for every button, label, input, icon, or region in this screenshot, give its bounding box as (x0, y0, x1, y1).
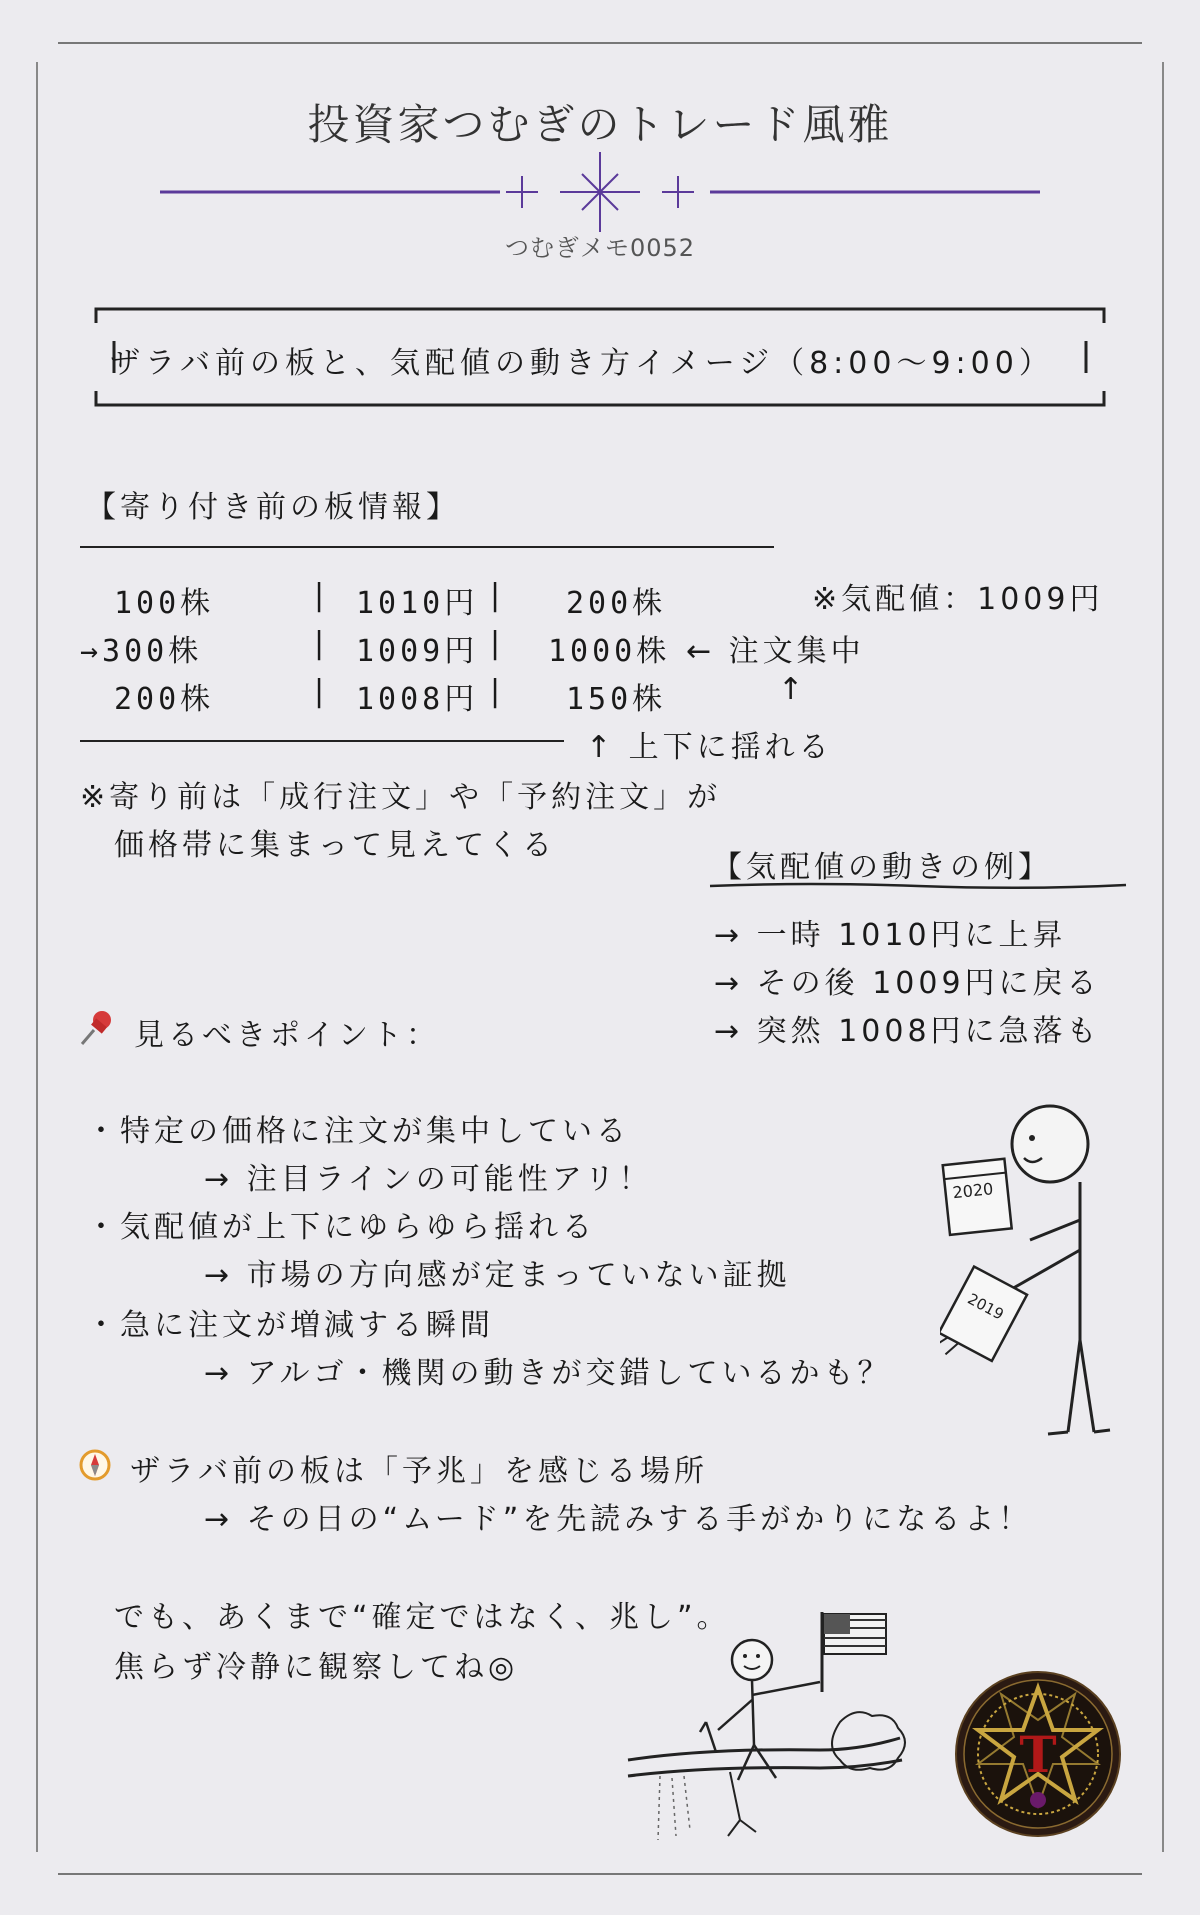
calendar-icon-old (940, 1262, 1027, 1375)
board-separator: | (314, 578, 329, 613)
board-bottom-rule (80, 740, 564, 742)
frame-left-border (36, 62, 38, 1852)
board-separator: | (490, 578, 505, 613)
memo-number: つむぎメモ0052 (504, 234, 696, 262)
movement-item-2: → その後 1009円に戻る (714, 966, 1101, 1001)
board-row-3-left: 200株 (114, 682, 215, 717)
board-separator: | (490, 674, 505, 709)
banner-title: ザラバ前の板と、気配値の動き方イメージ（8:00〜9:00） (110, 346, 1054, 381)
figure-head (732, 1640, 772, 1680)
compass-icon (78, 1448, 112, 1482)
frame-right-border (1162, 62, 1164, 1852)
logo-emblem-icon (952, 1668, 1124, 1840)
sparkle-icon-left (506, 176, 538, 208)
board-row-1-right: 200株 (566, 586, 667, 621)
pushpin-icon (78, 1008, 116, 1048)
point-3-sub: → アルゴ・機関の動きが交錯しているかも？ (204, 1356, 892, 1391)
closing-line2: 焦らず冷静に観察してね◎ (114, 1650, 519, 1685)
movement-item-1: → 一時 1010円に上昇 (714, 918, 1067, 953)
calendar-old-year: 2019 (964, 1289, 1007, 1324)
board-top-rule (80, 546, 774, 548)
board-footnote-line2: 価格帯に集まって見えてくる (114, 828, 556, 863)
conclusion-line1: ザラバ前の板は「予兆」を感じる場所 (130, 1454, 708, 1489)
point-2-main: ・気配値が上下にゆらゆら揺れる (86, 1210, 596, 1245)
sparkle-icon-large (560, 152, 640, 232)
points-heading: 見るべきポイント： (134, 1018, 440, 1053)
movement-heading: 【気配値の動きの例】 (712, 850, 1052, 885)
board-row-1-price: 1010円 (356, 586, 479, 621)
american-flag-icon (822, 1612, 886, 1692)
stick-figure-branch-flag-illustration (620, 1600, 920, 1850)
board-row-3-price: 1008円 (356, 682, 479, 717)
up-arrow: ↑ (778, 672, 808, 707)
tree-branch-icon (628, 1712, 905, 1840)
sparkle-divider (150, 148, 1050, 238)
closing-line1: でも、あくまで“確定ではなく、兆し”。 (114, 1600, 731, 1635)
board-row-2-right: 1000株 (548, 634, 671, 669)
point-1-main: ・特定の価格に注文が集中している (86, 1114, 630, 1149)
calendar-new-year: 2020 (951, 1179, 995, 1203)
calendar-icon-new (943, 1159, 1012, 1235)
board-separator: | (490, 626, 505, 661)
board-row-2-left: →300株 (80, 634, 203, 669)
page-title: 投資家つむぎのトレード風雅 (307, 100, 893, 149)
movement-underline (708, 880, 1128, 892)
sway-note: ↑ 上下に揺れる (586, 730, 833, 765)
point-2-sub: → 市場の方向感が定まっていない証拠 (204, 1258, 791, 1293)
board-separator: | (314, 674, 329, 709)
point-1-sub: → 注目ラインの可能性アリ！ (204, 1162, 653, 1197)
board-separator: | (314, 626, 329, 661)
frame-top-border (58, 42, 1142, 44)
logo-letter: T (1019, 1725, 1057, 1784)
frame-bottom-border (58, 1873, 1142, 1875)
board-row-1-left: 100株 (114, 586, 215, 621)
figure-head (1012, 1106, 1088, 1182)
stick-figure-calendar-illustration (940, 1100, 1120, 1445)
conclusion-line2: → その日の“ムード”を先読みする手がかりになるよ！ (204, 1502, 1033, 1537)
board-row-3-right: 150株 (566, 682, 667, 717)
point-3-main: ・急に注文が増減する瞬間 (86, 1308, 494, 1343)
board-row-2-price: 1009円 (356, 634, 479, 669)
board-heading: 【寄り付き前の板情報】 (86, 490, 460, 525)
movement-item-3: → 突然 1008円に急落も (714, 1014, 1101, 1049)
focus-note: ← 注文集中 (686, 634, 865, 669)
board-footnote-line1: ※寄り前は「成行注文」や「予約注文」が (80, 780, 722, 815)
kehai-note: ※気配値：1009円 (812, 582, 1104, 617)
sparkle-icon-right (662, 176, 694, 208)
